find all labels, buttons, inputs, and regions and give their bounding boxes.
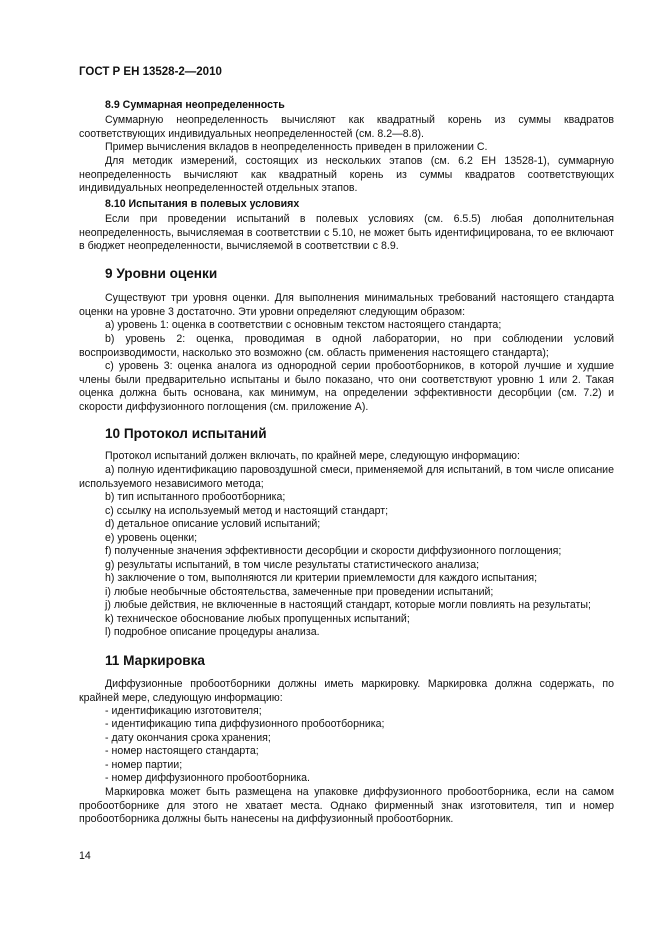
list-item: i) любые необычные обстоятельства, замеченные при проведении испытаний; xyxy=(105,586,494,598)
paragraph: Пример вычисления вкладов в неопределенность приведен в приложении С. xyxy=(105,141,488,153)
list-item: j) любые действия, не включенные в настоящий стандарт, которые могли повлиять на результаты; xyxy=(105,599,591,611)
list-item: - номер партии; xyxy=(105,759,183,771)
list-item: b) тип испытанного пробоотборника; xyxy=(105,491,286,503)
list-item: - номер настоящего стандарта; xyxy=(105,745,259,757)
section-9-title: 9 Уровни оценки xyxy=(105,266,218,281)
subsection-8-9-title: 8.9 Суммарная неопределенность xyxy=(105,99,285,111)
list-item: f) полученные значения эффективности десорбции и скорости диффузионного поглощения; xyxy=(105,545,562,557)
section-10-title: 10 Протокол испытаний xyxy=(105,426,267,441)
list-item: c) уровень 3: оценка аналога из однородной серии пробоотборников, в которой лучшие и худшие члены были предварительно испытаны и было показано, что они соответствуют уровню 1 или 2. Такая оценка должна быть основана, как минимум, на определении эффективности десорбции (см. 7.2) и скорости диффузионного поглощения (см. приложение А). xyxy=(79,360,614,413)
list-item: d) детальное описание условий испытаний; xyxy=(105,518,321,530)
document-header: ГОСТ Р ЕН 13528-2—2010 xyxy=(79,66,222,78)
paragraph: Диффузионные пробоотборники должны иметь маркировку. Маркировка должна содержать, по крайней мере, следующую информацию: xyxy=(79,678,614,704)
paragraph: Для методик измерений, состоящих из нескольких этапов (см. 6.2 ЕН 13528-1), суммарную неопределенность вычисляют как квадратный корень из суммы квадратов соответствующих индивидуальных неопределенностей отдельных этапов. xyxy=(79,155,614,195)
paragraph: Маркировка может быть размещена на упаковке диффузионного пробоотборника, если на самом пробоотборнике для этого не хватает места. Однако фирменный знак изготовителя, тип и номер пробоотборника должны быть нанесены на диффузионный пробоотборник. xyxy=(79,786,614,826)
list-item: k) техническое обоснование любых пропущенных испытаний; xyxy=(105,613,410,625)
list-item: - номер диффузионного пробоотборника. xyxy=(105,772,310,784)
paragraph: Если при проведении испытаний в полевых условиях (см. 6.5.5) любая дополнительная неопределенность, вычисляемая в соответствии с 5.10, не может быть идентифицирована, то ее включают в бюджет неопределенности, вычисляемой в соответствии с 8.9. xyxy=(79,213,614,253)
list-item: а) уровень 1: оценка в соответствии с основным текстом настоящего стандарта; xyxy=(105,319,502,331)
section-11-title: 11 Маркировка xyxy=(105,653,205,668)
paragraph: Протокол испытаний должен включать, по крайней мере, следующую информацию: xyxy=(105,450,520,462)
list-item: b) уровень 2: оценка, проводимая в одной лаборатории, но при соблюдении условий воспроизводимости, насколько это возможно (см. область применения настоящего стандарта); xyxy=(79,333,614,359)
list-item: а) полную идентификацию паровоздушной смеси, применяемой для испытаний, в том числе описание используемого независимого метода; xyxy=(79,464,614,490)
list-item: h) заключение о том, выполняются ли критерии приемлемости для каждого испытания; xyxy=(105,572,538,584)
list-item: c) ссылку на используемый метод и настоящий стандарт; xyxy=(105,505,389,517)
list-item: e) уровень оценки; xyxy=(105,532,198,544)
list-item: - дату окончания срока хранения; xyxy=(105,732,271,744)
page-number: 14 xyxy=(79,850,91,862)
list-item: g) результаты испытаний, в том числе результаты статистического анализа; xyxy=(105,559,480,571)
list-item: l) подробное описание процедуры анализа. xyxy=(105,626,320,638)
paragraph: Существуют три уровня оценки. Для выполнения минимальных требований настоящего стандарта оценки на уровне 3 достаточно. Эти уровни определяют следующим образом: xyxy=(79,292,614,318)
paragraph: Суммарную неопределенность вычисляют как квадратный корень из суммы квадратов соответствующих индивидуальных неопределенностей (см. 8.2—8.8). xyxy=(79,114,614,140)
list-item: - идентификацию типа диффузионного пробоотборника; xyxy=(105,718,385,730)
subsection-8-10-title: 8.10 Испытания в полевых условиях xyxy=(105,198,300,210)
list-item: - идентификацию изготовителя; xyxy=(105,705,262,717)
